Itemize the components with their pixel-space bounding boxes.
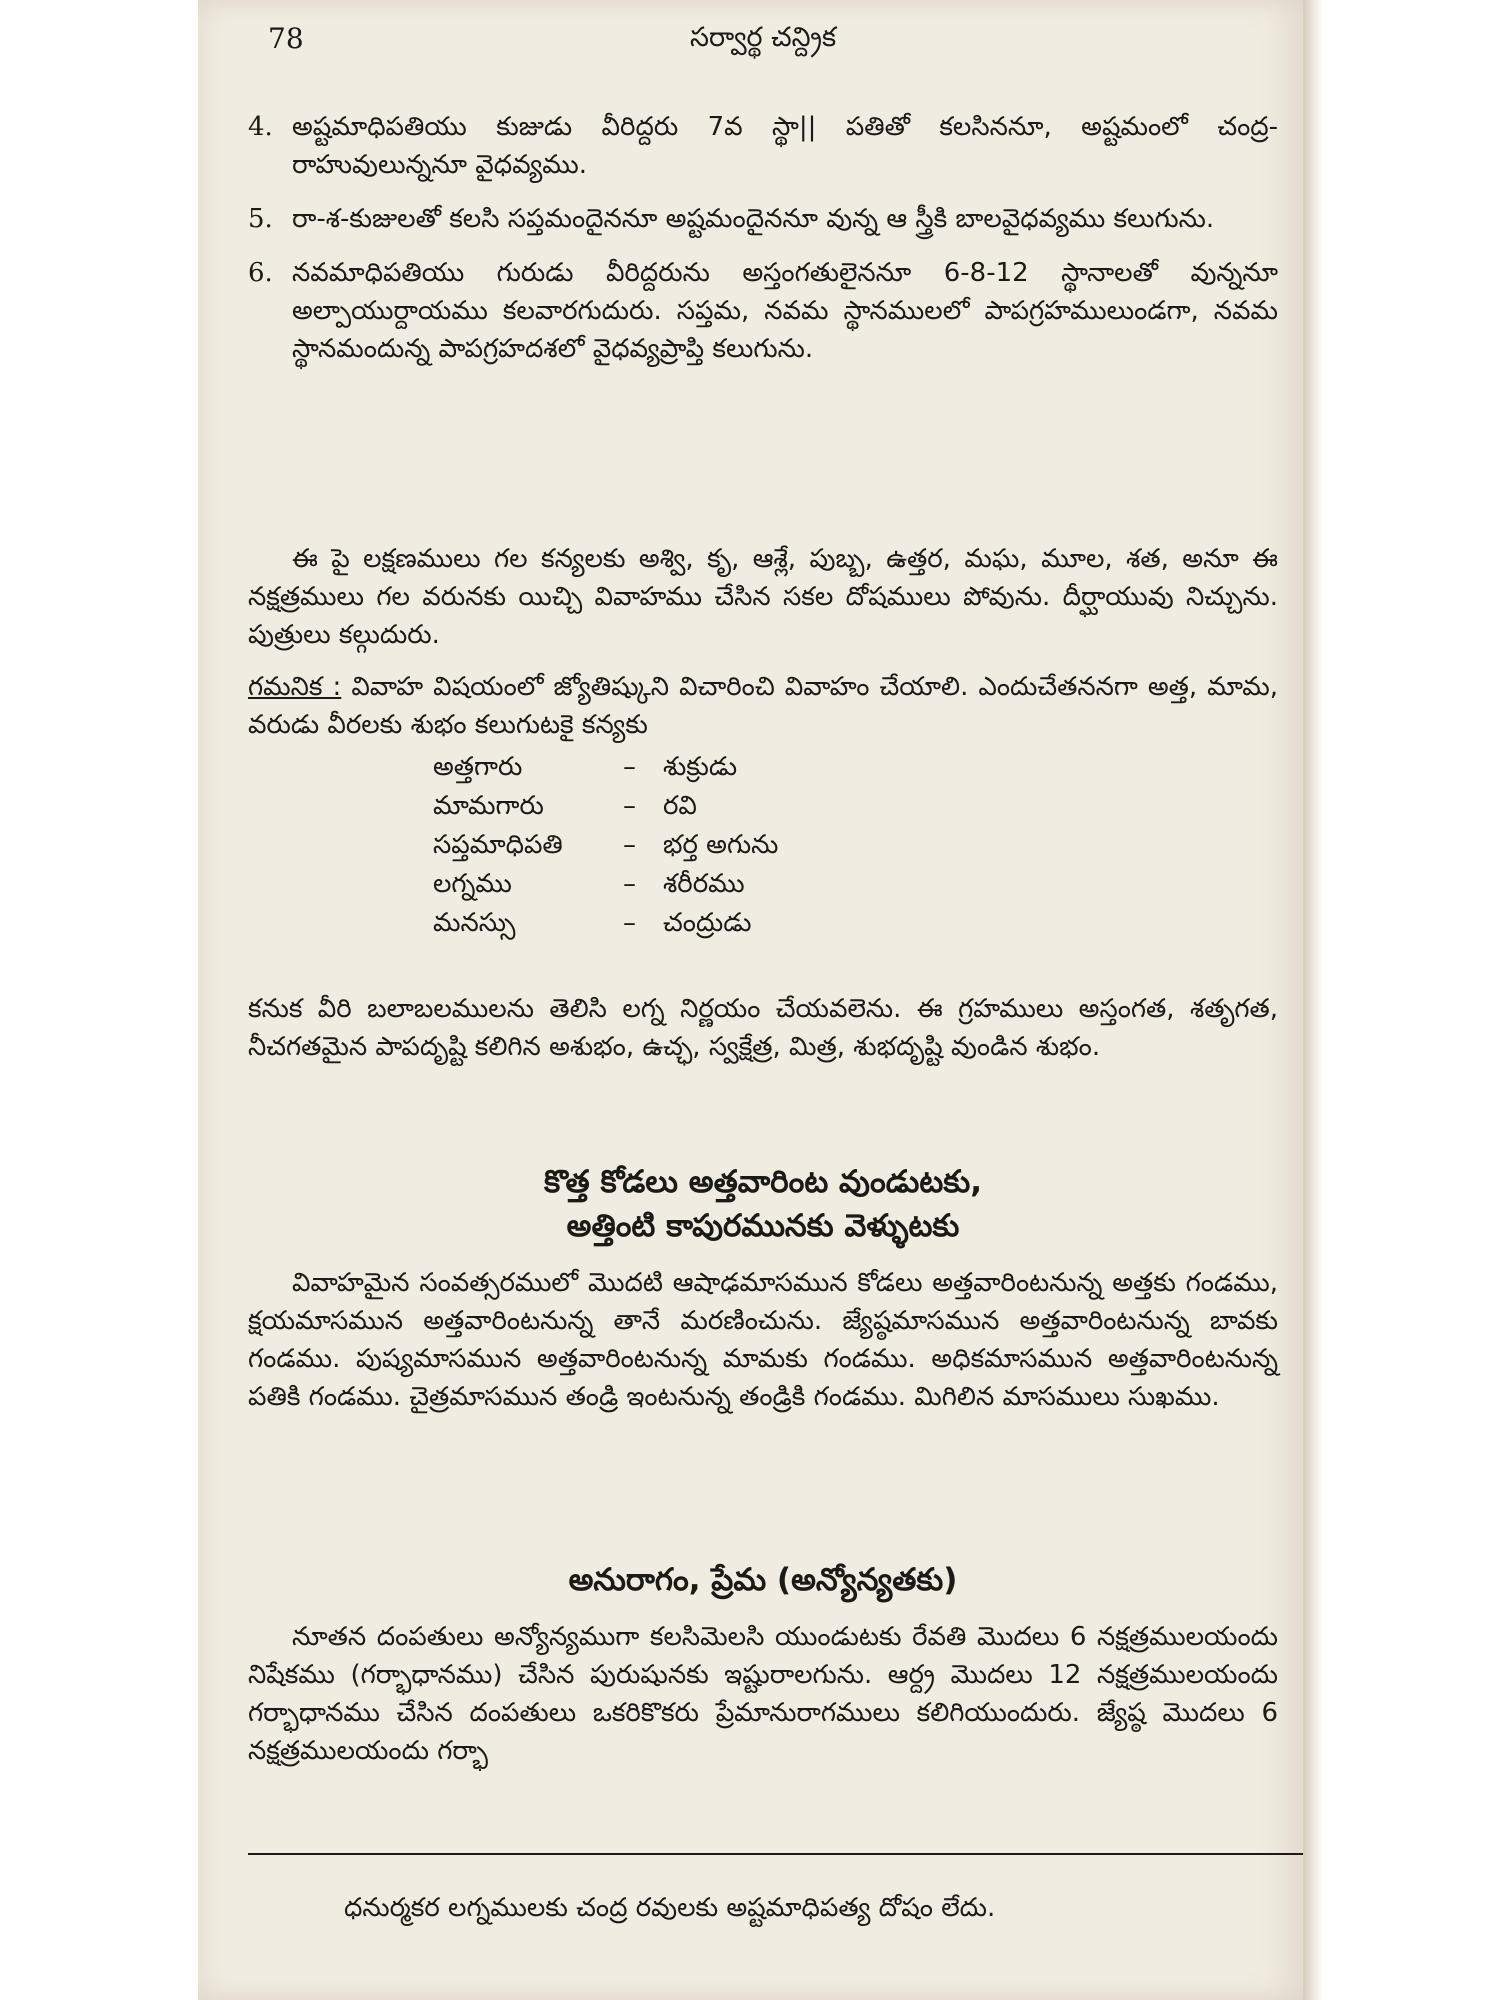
relation-name: అత్తగారు [433, 752, 523, 782]
paragraph-nakshatra-remedy: ఈ పై లక్షణములు గల కన్యలకు అశ్వి, కృ, ఆశ్లే, పుబ్బ, ఉత్తర, మఘ, మూల, శత, అనూ ఈ నక్షత్రములు గల వరునకు యిచ్చి వివాహము చేసిన సకల దోషములు పోవును. దీర్ఘాయువు నిచ్చును. పుత్రులు కల్గుదురు. [248, 544, 1278, 650]
paragraph-conception: నూతన దంపతులు అన్యోన్యముగా కలసిమెలసి యుండుటకు రేవతి మొదలు 6 నక్షత్రములయందు నిషేకము (గర్భాధానము) చేసిన పురుషునకు ఇష్టురాలగును. ఆర్ద్ర మొదలు 12 నక్షత్రములయందు గర్భాధానము చేసిన దంపతులు ఒకరికొకరు ప్రేమానురాగములు కలిగియుందురు. జ్యేష్ఠ మొదలు 6 నక్షత్రములయందు గర్భా [248, 1622, 1278, 1766]
list-item-5 [248, 200, 1278, 238]
item-text: నవమాధిపతియు గురుడు వీరిద్దరును అస్తంగతులైననూ 6-8-12 స్థానాలతో వున్ననూ అల్పాయుర్దాయము కలవారగుదురు. సప్తమ, నవమ స్థానములలో పాపగ్రహములుండగా, నవమ స్థానమందున్న పాపగ్రహదశలో వైధవ్యప్రాప్తి కలుగును. [292, 258, 1278, 364]
relation-dash: – [623, 830, 636, 860]
item-number: 5. [248, 204, 273, 234]
relation-value: శరీరము [663, 869, 745, 899]
item-text: అష్టమాధిపతియు కుజుడు వీరిద్దరు 7వ స్థా|| పతితో కలసిననూ, అష్టమంలో చంద్ర-రాహువులున్ననూ వైధవ్యము. [292, 112, 1278, 180]
list-item-4 [248, 108, 1278, 184]
relation-value: రవి [663, 791, 697, 821]
page-header [248, 22, 1278, 72]
section-heading-affection: అనురాగం, ప్రేమ (అన్యోన్యతకు) [568, 1562, 958, 1598]
paragraph-months: వివాహమైన సంవత్సరములో మొదటి ఆషాఢమాసమున కోడలు అత్తవారింటనున్న అత్తకు గండము, క్షయమాసమున అత్తవారింటనున్న తానే మరణించును. జ్యేష్ఠమాసమున అత్తవారింటనున్న బావకు గండము. పుష్యమాసమున అత్తవారింటనున్న మామకు గండము. అధికమాసమున అత్తవారింటనున్న పతికి గండము. చైత్రమాసమున తండ్రి ఇంటనున్న తండ్రికి గండము. మిగిలిన మాసములు సుఖము. [248, 1268, 1278, 1412]
footnote-divider [248, 1853, 1308, 1855]
relation-dash: – [623, 908, 636, 938]
item-number: 6. [248, 258, 273, 288]
relation-name: మనస్సు [433, 908, 516, 938]
relation-value: శుక్రుడు [663, 752, 738, 782]
item-number: 4. [248, 112, 273, 142]
relation-row [433, 865, 778, 904]
book-page [198, 0, 1303, 2000]
relation-row [433, 748, 778, 787]
paragraph-planet-strength: కనుక వీరి బలాబలములను తెలిసి లగ్న నిర్ణయం చేయవలెను. ఈ గ్రహములు అస్తంగత, శతృగత, నీచగతమైన పాపదృష్టి కలిగిన అశుభం, ఉచ్ఛ, స్వక్షేత్ర, మిత్ర, శుభదృష్టి వుండిన శుభం. [248, 994, 1278, 1062]
relation-name: లగ్నము [433, 869, 512, 899]
heading-line: అత్తింటి కాపురమునకు వెళ్ళుటకు [566, 1208, 960, 1244]
relation-row [433, 787, 778, 826]
page-edge [1303, 0, 1323, 2000]
relation-value: చంద్రుడు [663, 908, 752, 938]
relation-dash: – [623, 869, 636, 899]
relation-name: మామగారు [433, 791, 544, 821]
page-number: 78 [268, 22, 304, 55]
numbered-list [248, 108, 1278, 368]
relation-dash: – [623, 752, 636, 782]
relation-row [433, 826, 778, 865]
list-item-6 [248, 254, 1278, 368]
note-paragraph [248, 668, 1278, 744]
footnote: ధనుర్మకర లగ్నములకు చంద్ర రవులకు అష్టమాధిపత్య దోషం లేదు. [344, 1893, 996, 1923]
section-heading-new-bride [248, 1160, 1278, 1248]
relation-dash: – [623, 791, 636, 821]
relation-value: భర్త అగును [663, 830, 779, 860]
item-text: రా-శ-కుజులతో కలసి సప్తమందైననూ అష్టమందైననూ వున్న ఆ స్త్రీకి బాలవైధవ్యము కలుగును. [292, 204, 1215, 234]
heading-line: కొత్త కోడలు అత్తవారింట వుండుటకు, [544, 1164, 982, 1200]
note-label: గమనిక : [248, 672, 342, 702]
relation-name: సప్తమాధిపతి [433, 830, 563, 860]
running-title: సర్వార్థ చన్ద్రిక [689, 22, 837, 53]
relation-row [433, 904, 778, 943]
note-text: వివాహ విషయంలో జ్యోతిష్కుని విచారించి వివాహం చేయాలి. ఎందుచేతననగా అత్త, మామ, వరుడు వీరలకు శుభం కలుగుటకై కన్యకు [248, 672, 1279, 740]
relations-table [433, 748, 778, 943]
